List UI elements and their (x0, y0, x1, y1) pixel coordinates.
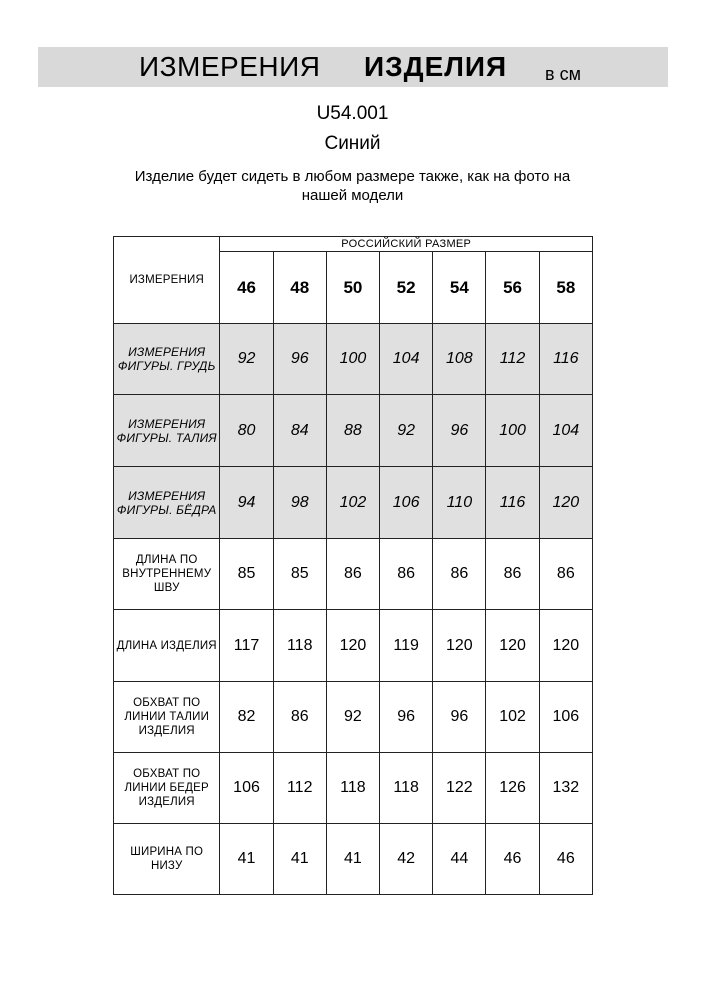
value-cell: 85 (273, 539, 326, 610)
row-label: ШИРИНА ПО НИЗУ (114, 824, 220, 895)
row-label: ИЗМЕРЕНИЯ ФИГУРЫ. ГРУДЬ (114, 324, 220, 395)
value-cell: 82 (220, 682, 273, 753)
value-cell: 94 (220, 467, 273, 539)
value-cell: 119 (380, 610, 433, 682)
row-label: ДЛИНА ИЗДЕЛИЯ (114, 610, 220, 682)
value-cell: 100 (326, 324, 379, 395)
value-cell: 86 (326, 539, 379, 610)
value-cell: 106 (539, 682, 592, 753)
row-label: ИЗМЕРЕНИЯ ФИГУРЫ. ТАЛИЯ (114, 395, 220, 467)
value-cell: 116 (486, 467, 539, 539)
fit-note: Изделие будет сидеть в любом размере также, как на фото на нашей модели (134, 168, 571, 204)
title-word-product: ИЗДЕЛИЯ (364, 51, 508, 82)
value-cell: 118 (380, 753, 433, 824)
value-cell: 86 (433, 539, 486, 610)
value-cell: 120 (433, 610, 486, 682)
value-cell: 118 (326, 753, 379, 824)
table-row (114, 610, 593, 682)
value-cell: 102 (326, 467, 379, 539)
value-cell: 92 (220, 324, 273, 395)
value-cell: 100 (486, 395, 539, 467)
value-cell: 42 (380, 824, 433, 895)
value-cell: 120 (539, 610, 592, 682)
size-header-cell: 58 (539, 252, 592, 324)
value-cell: 132 (539, 753, 592, 824)
value-cell: 96 (273, 324, 326, 395)
value-cell: 88 (326, 395, 379, 467)
table-row (114, 824, 593, 895)
table-row (114, 395, 593, 467)
value-cell: 86 (486, 539, 539, 610)
value-cell: 41 (220, 824, 273, 895)
value-cell: 122 (433, 753, 486, 824)
value-cell: 110 (433, 467, 486, 539)
row-label: ОБХВАТ ПО ЛИНИИ ТАЛИИ ИЗДЕЛИЯ (114, 682, 220, 753)
value-cell: 106 (220, 753, 273, 824)
row-label: ДЛИНА ПО ВНУТРЕННЕМУ ШВУ (114, 539, 220, 610)
size-group-label: РОССИЙСКИЙ РАЗМЕР (220, 237, 593, 252)
value-cell: 98 (273, 467, 326, 539)
value-cell: 112 (486, 324, 539, 395)
corner-label: ИЗМЕРЕНИЯ (114, 237, 220, 324)
title-unit: в см (545, 64, 581, 84)
title-banner (38, 47, 668, 87)
value-cell: 44 (433, 824, 486, 895)
table-row (114, 324, 593, 395)
value-cell: 117 (220, 610, 273, 682)
value-cell: 86 (273, 682, 326, 753)
table-header-row-1 (114, 237, 593, 252)
value-cell: 116 (539, 324, 592, 395)
value-cell: 104 (539, 395, 592, 467)
table-row (114, 682, 593, 753)
table-row (114, 467, 593, 539)
value-cell: 118 (273, 610, 326, 682)
value-cell: 96 (433, 682, 486, 753)
title-word-measurements: ИЗМЕРЕНИЯ (139, 51, 321, 82)
table-row (114, 753, 593, 824)
value-cell: 96 (380, 682, 433, 753)
product-color: Синий (324, 133, 381, 154)
size-header-cell: 46 (220, 252, 273, 324)
value-cell: 106 (380, 467, 433, 539)
value-cell: 112 (273, 753, 326, 824)
value-cell: 80 (220, 395, 273, 467)
value-cell: 126 (486, 753, 539, 824)
value-cell: 108 (433, 324, 486, 395)
size-header-cell: 54 (433, 252, 486, 324)
size-header-cell: 52 (380, 252, 433, 324)
value-cell: 96 (433, 395, 486, 467)
size-header-cell: 56 (486, 252, 539, 324)
size-table (113, 236, 593, 895)
value-cell: 41 (326, 824, 379, 895)
value-cell: 46 (486, 824, 539, 895)
value-cell: 86 (539, 539, 592, 610)
value-cell: 85 (220, 539, 273, 610)
value-cell: 92 (326, 682, 379, 753)
value-cell: 120 (486, 610, 539, 682)
table-row (114, 539, 593, 610)
value-cell: 120 (326, 610, 379, 682)
row-label: ИЗМЕРЕНИЯ ФИГУРЫ. БЁДРА (114, 467, 220, 539)
value-cell: 46 (539, 824, 592, 895)
size-header-cell: 50 (326, 252, 379, 324)
product-code: U54.001 (316, 103, 389, 124)
value-cell: 86 (380, 539, 433, 610)
value-cell: 104 (380, 324, 433, 395)
value-cell: 84 (273, 395, 326, 467)
value-cell: 41 (273, 824, 326, 895)
size-header-cell: 48 (273, 252, 326, 324)
row-label: ОБХВАТ ПО ЛИНИИ БЕДЕР ИЗДЕЛИЯ (114, 753, 220, 824)
value-cell: 92 (380, 395, 433, 467)
value-cell: 102 (486, 682, 539, 753)
value-cell: 120 (539, 467, 592, 539)
